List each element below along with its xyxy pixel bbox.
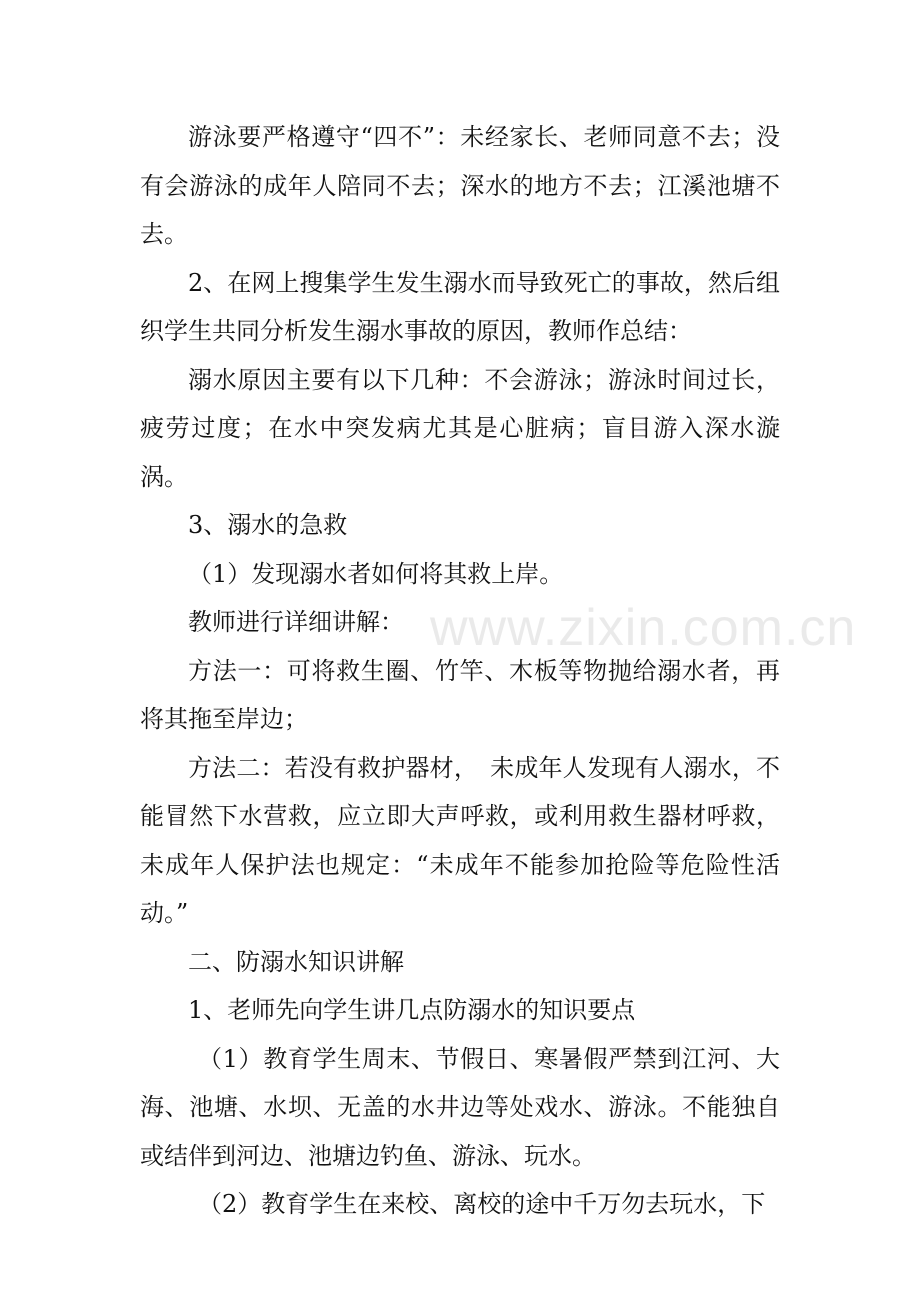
paragraph-collect-cases: 2、在网上搜集学生发生溺水而导致死亡的事故，然后组织学生共同分析发生溺水事故的原因，教师作总结： xyxy=(140,268,780,345)
paragraph-method-two: 方法二：若没有救护器材， 未成年人发现有人溺水，不能冒然下水营救，应立即大声呼救，或利用救生器材呼救，未成年人保护法也规定：“未成年不能参加抢险等危险性活动。” xyxy=(140,753,780,927)
paragraph-rescue-item-1: （1）发现溺水者如何将其救上岸。 xyxy=(188,559,564,588)
paragraph-knowledge-item-1: （1）教育学生周末、节假日、寒暑假严禁到江河、大海、池塘、水坝、无盖的水井边等处戏水、游泳。不能独自或结伴到河边、池塘边钓鱼、游泳、玩水。 xyxy=(140,1044,780,1170)
document-body xyxy=(140,113,780,1229)
paragraph-knowledge-item-2: （2）教育学生在来校、离校的途中千万勿去玩水，下 xyxy=(198,1190,766,1218)
watermark: www.zixin.com.cn xyxy=(430,599,857,657)
paragraph-teacher-explain: 教师进行详细讲解： xyxy=(188,608,404,636)
paragraph-method-one: 方法一：可将救生圈、竹竿、木板等物抛给溺水者，再将其拖至岸边； xyxy=(140,656,780,733)
paragraph-rescue-heading: 3、溺水的急救 xyxy=(188,511,348,539)
paragraph-drowning-causes: 溺水原因主要有以下几种：不会游泳；游泳时间过长，疲劳过度；在水中突发病尤其是心脏病；盲目游入深水漩涡。 xyxy=(140,365,780,491)
paragraph-knowledge-points: 1、老师先向学生讲几点防溺水的知识要点 xyxy=(188,996,636,1024)
paragraph-swim-rules: 游泳要严格遵守“四不”：未经家长、老师同意不去；没有会游泳的成年人陪同不去；深水的地方不去；江溪池塘不去。 xyxy=(140,123,780,248)
section-heading-knowledge: 二、防溺水知识讲解 xyxy=(188,947,404,976)
